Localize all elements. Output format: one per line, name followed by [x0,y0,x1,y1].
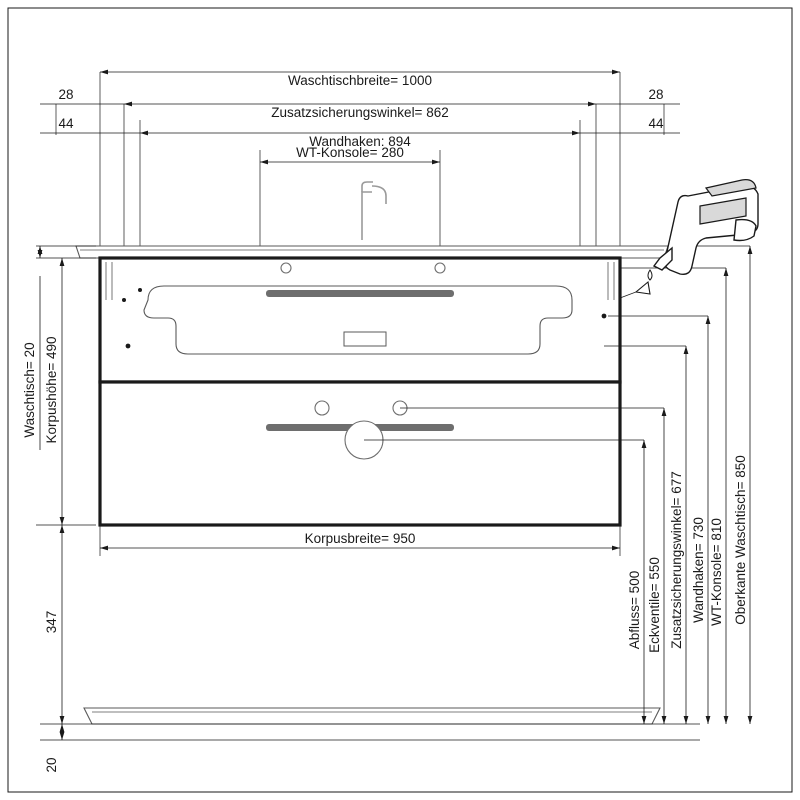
dim-eckventile [647,408,666,724]
dim-waschtisch [22,246,42,450]
dim-label-offset-left-44: 44 [58,116,74,131]
dim-label-korpushoehe: Korpushöhe= 490 [44,336,59,444]
upper-drawer-handle[interactable] [266,290,454,297]
dim-korpushoehe [44,258,64,525]
dim-label-waschtischbreite: Waschtischbreite= 1000 [288,73,432,88]
dim-label-eckventile: Eckventile= 550 [647,557,662,653]
overflow-slot [344,332,386,346]
ref-dot-4 [602,314,607,319]
washbasin-top [76,246,668,258]
dim-label-bodenabstand: 20 [44,757,59,773]
dim-label-zusatzsicherungswinkel-height: Zusatzsicherungswinkel= 677 [669,471,684,649]
dim-label-offset-right-44: 44 [648,116,664,131]
dim-oberkante-waschtisch [733,246,752,724]
dim-label-wandhaken-top: Wandhaken: 894 [309,134,411,149]
arrow-icon [636,282,650,294]
ref-dot-1 [122,298,126,302]
faucet-icon [362,182,386,240]
dim-label-waschtisch: Waschtisch= 20 [22,342,37,438]
floor-plinth [40,708,700,740]
valve-hole-left [315,401,329,415]
dim-bodenabstand [44,724,64,773]
dim-label-oberkante-waschtisch: Oberkante Waschtisch= 850 [733,455,748,625]
dim-label-zusatzsicherungswinkel-top: Zusatzsicherungswinkel= 862 [271,105,449,120]
dim-label-korpusbreite: Korpusbreite= 950 [304,531,416,546]
mounting-hole-right [435,263,445,273]
ref-dot-3 [126,344,131,349]
dim-label-offset-right-28: 28 [648,87,664,102]
dim-wt-konsole-height [709,268,728,724]
dim-abfluss [627,440,646,724]
dim-korpusbreite [100,525,620,556]
dim-label-offset-left-28: 28 [58,87,74,102]
ref-dot-2 [138,288,142,292]
dim-waschtischbreite [100,70,620,88]
dim-label-abfluss: Abfluss= 500 [627,570,642,650]
dim-zusatzsicherungswinkel-top [40,87,680,120]
vanity-cabinet [100,258,620,525]
dim-sockel [44,525,64,724]
dim-label-wandhaken-height: Wandhaken= 730 [691,517,706,623]
dim-label-wt-konsole-height: WT-Konsole= 810 [709,518,724,626]
mounting-hole-left [281,263,291,273]
dim-wt-konsole-top [260,145,440,164]
dim-label-wt-konsole-top: WT-Konsole= 280 [296,145,404,160]
glue-drip-icon [648,270,652,280]
glue-gun-icon [620,180,758,298]
dim-label-sockel: 347 [44,610,59,634]
dim-wandhaken-height [691,316,710,724]
dim-zusatzsicherungswinkel-height [669,346,688,724]
